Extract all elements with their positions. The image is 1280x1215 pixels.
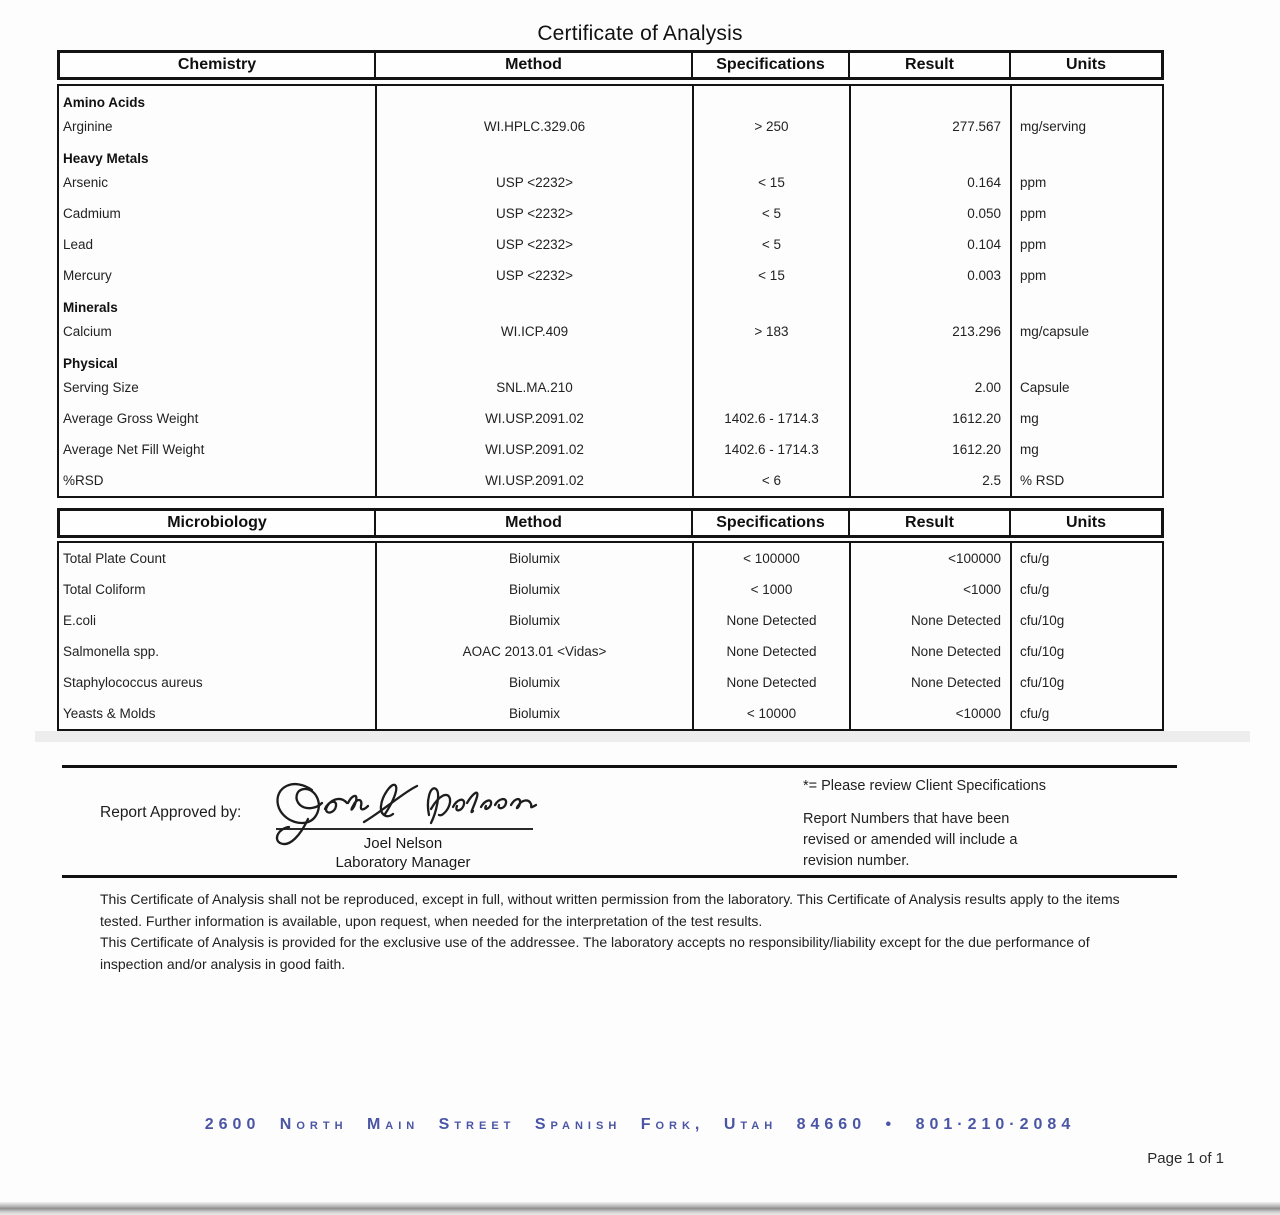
units-cell: cfu/10g bbox=[1020, 644, 1065, 659]
result-cell bbox=[851, 291, 1012, 316]
analyte-cell: E.coli bbox=[59, 605, 377, 636]
document-title: Certificate of Analysis bbox=[537, 22, 743, 45]
spec-cell bbox=[694, 372, 851, 403]
analyte-cell: Total Plate Count bbox=[59, 543, 377, 574]
units-column-header: Units bbox=[1066, 514, 1106, 531]
chemistry-table-body bbox=[57, 84, 1164, 498]
result-cell: <1000 bbox=[851, 574, 1012, 605]
method-cell bbox=[377, 86, 694, 111]
table-row bbox=[59, 316, 1162, 347]
result-cell bbox=[851, 347, 1012, 372]
spec-cell: < 1000 bbox=[694, 574, 851, 605]
result-cell: None Detected bbox=[851, 636, 1012, 667]
analyte-cell: Total Coliform bbox=[59, 574, 377, 605]
report-approved-label: Report Approved by: bbox=[100, 804, 242, 821]
section-label: Amino Acids bbox=[59, 86, 377, 111]
result-cell bbox=[851, 142, 1012, 167]
disclaimer bbox=[100, 889, 1147, 975]
spec-cell: < 5 bbox=[694, 198, 851, 229]
disclaimer-paragraph-2: This Certificate of Analysis is provided for the exclusive use of the addressee. The laboratory accepts no responsibility/liability except for the due performance of inspection and/or analysis in good faith. bbox=[100, 934, 1090, 972]
result-column-header: Result bbox=[850, 53, 1011, 77]
specifications-column-header: Specifications bbox=[693, 511, 850, 535]
units-cell: ppm bbox=[1020, 268, 1047, 283]
method-cell: USP <2232> bbox=[377, 198, 694, 229]
table-row bbox=[59, 605, 1162, 636]
table-row bbox=[59, 574, 1162, 605]
spec-cell bbox=[694, 86, 851, 111]
units-cell: Capsule bbox=[1020, 380, 1070, 395]
section-label: Minerals bbox=[59, 291, 377, 316]
spec-cell: < 100000 bbox=[694, 543, 851, 574]
section-row bbox=[59, 347, 1162, 372]
result-cell: <10000 bbox=[851, 698, 1012, 729]
units-cell: ppm bbox=[1020, 206, 1047, 221]
table-row bbox=[59, 167, 1162, 198]
units-cell: mg/capsule bbox=[1020, 324, 1090, 339]
analyte-cell: Average Gross Weight bbox=[59, 403, 377, 434]
units-cell: cfu/10g bbox=[1020, 675, 1065, 690]
units-cell bbox=[1012, 142, 1162, 167]
units-cell bbox=[1012, 86, 1162, 111]
method-cell bbox=[377, 291, 694, 316]
analyte-cell: Average Net Fill Weight bbox=[59, 434, 377, 465]
microbiology-table-body bbox=[57, 541, 1164, 731]
table-row bbox=[59, 198, 1162, 229]
method-column-header: Method bbox=[376, 53, 693, 77]
spec-cell: 1402.6 - 1714.3 bbox=[694, 434, 851, 465]
result-cell: 2.5 bbox=[851, 465, 1012, 496]
table-row bbox=[59, 403, 1162, 434]
table-row bbox=[59, 434, 1162, 465]
units-cell: cfu/10g bbox=[1020, 613, 1065, 628]
method-cell: Biolumix bbox=[377, 667, 694, 698]
table-row bbox=[59, 229, 1162, 260]
units-cell: cfu/g bbox=[1020, 551, 1050, 566]
section-row bbox=[59, 142, 1162, 167]
method-cell: WI.HPLC.329.06 bbox=[377, 111, 694, 142]
spec-cell: None Detected bbox=[694, 605, 851, 636]
units-cell: mg bbox=[1020, 411, 1039, 426]
section-label: Physical bbox=[59, 347, 377, 372]
method-cell: Biolumix bbox=[377, 605, 694, 636]
table-row bbox=[59, 543, 1162, 574]
method-cell: WI.USP.2091.02 bbox=[377, 403, 694, 434]
signer-name: Joel Nelson bbox=[363, 835, 443, 852]
result-cell: 0.003 bbox=[851, 260, 1012, 291]
table-row bbox=[59, 698, 1162, 729]
section-label: Heavy Metals bbox=[59, 142, 377, 167]
signer-title: Laboratory Manager bbox=[335, 854, 471, 871]
result-cell: None Detected bbox=[851, 605, 1012, 636]
table-row bbox=[59, 372, 1162, 403]
spec-cell: < 6 bbox=[694, 465, 851, 496]
spec-cell: 1402.6 - 1714.3 bbox=[694, 403, 851, 434]
analyte-cell: Lead bbox=[59, 229, 377, 260]
method-cell: WI.USP.2091.02 bbox=[377, 465, 694, 496]
spec-cell: None Detected bbox=[694, 667, 851, 698]
result-cell: 1612.20 bbox=[851, 434, 1012, 465]
result-cell: None Detected bbox=[851, 667, 1012, 698]
divider-line-bottom bbox=[62, 875, 1177, 878]
spec-cell: < 15 bbox=[694, 167, 851, 198]
footer-address: 2600 North Main Street Spanish Fork, Utah 84660 • 801·210·2084 bbox=[204, 1116, 1076, 1133]
section-row bbox=[59, 86, 1162, 111]
method-cell: WI.ICP.409 bbox=[377, 316, 694, 347]
analyte-cell: Yeasts & Molds bbox=[59, 698, 377, 729]
analyte-cell: Serving Size bbox=[59, 372, 377, 403]
units-cell: ppm bbox=[1020, 175, 1047, 190]
spec-cell bbox=[694, 291, 851, 316]
spec-cell: < 15 bbox=[694, 260, 851, 291]
units-cell bbox=[1012, 347, 1162, 372]
table-row bbox=[59, 465, 1162, 496]
result-cell: 213.296 bbox=[851, 316, 1012, 347]
result-cell: 2.00 bbox=[851, 372, 1012, 403]
analyte-cell: Salmonella spp. bbox=[59, 636, 377, 667]
method-cell: AOAC 2013.01 <Vidas> bbox=[377, 636, 694, 667]
result-column-header: Result bbox=[850, 511, 1011, 535]
scan-edge-strip bbox=[0, 1202, 1280, 1215]
analyte-cell: Calcium bbox=[59, 316, 377, 347]
result-cell: 1612.20 bbox=[851, 403, 1012, 434]
section-row bbox=[59, 291, 1162, 316]
table-row bbox=[59, 667, 1162, 698]
units-cell: mg bbox=[1020, 442, 1039, 457]
units-cell: cfu/g bbox=[1020, 706, 1050, 721]
units-column-header: Units bbox=[1066, 56, 1106, 73]
spec-cell: < 10000 bbox=[694, 698, 851, 729]
result-cell: 0.050 bbox=[851, 198, 1012, 229]
result-cell: 277.567 bbox=[851, 111, 1012, 142]
microbiology-column-header: Microbiology bbox=[60, 511, 376, 535]
units-cell: mg/serving bbox=[1020, 119, 1087, 134]
table-row bbox=[59, 260, 1162, 291]
method-column-header: Method bbox=[376, 511, 693, 535]
analyte-cell: Mercury bbox=[59, 260, 377, 291]
spec-cell bbox=[694, 347, 851, 372]
result-cell: 0.164 bbox=[851, 167, 1012, 198]
units-cell: cfu/g bbox=[1020, 582, 1050, 597]
units-cell: ppm bbox=[1020, 237, 1047, 252]
chemistry-column-header: Chemistry bbox=[60, 53, 376, 77]
result-cell: <100000 bbox=[851, 543, 1012, 574]
spec-cell: None Detected bbox=[694, 636, 851, 667]
method-cell: Biolumix bbox=[377, 698, 694, 729]
result-cell bbox=[851, 86, 1012, 111]
chemistry-header-row bbox=[57, 50, 1164, 80]
table-row bbox=[59, 636, 1162, 667]
divider-line-top bbox=[62, 765, 1177, 768]
revision-note: Report Numbers that have been revised or amended will include a revision number. bbox=[803, 811, 1018, 869]
spec-cell: > 250 bbox=[694, 111, 851, 142]
analyte-cell: Cadmium bbox=[59, 198, 377, 229]
spec-cell: < 5 bbox=[694, 229, 851, 260]
specifications-column-header: Specifications bbox=[693, 53, 850, 77]
microbiology-header-row bbox=[57, 508, 1164, 538]
method-cell: Biolumix bbox=[377, 574, 694, 605]
method-cell: USP <2232> bbox=[377, 167, 694, 198]
table-row bbox=[59, 111, 1162, 142]
analyte-cell: Staphylococcus aureus bbox=[59, 667, 377, 698]
method-cell: USP <2232> bbox=[377, 260, 694, 291]
method-cell: WI.USP.2091.02 bbox=[377, 434, 694, 465]
scan-artifact-band bbox=[35, 731, 1250, 742]
page-number: Page 1 of 1 bbox=[1147, 1150, 1224, 1167]
method-cell: USP <2232> bbox=[377, 229, 694, 260]
units-cell bbox=[1012, 291, 1162, 316]
analyte-cell: Arginine bbox=[59, 111, 377, 142]
spec-cell bbox=[694, 142, 851, 167]
client-spec-note: *= Please review Client Specifications bbox=[803, 778, 1046, 794]
disclaimer-paragraph-1: This Certificate of Analysis shall not be reproduced, except in full, without written permission from the laboratory. This Certificate of Analysis results apply to the items tested. Further information is available, upon request, when needed for the interpretation of the test results. bbox=[100, 891, 1120, 929]
spec-cell: > 183 bbox=[694, 316, 851, 347]
units-cell: % RSD bbox=[1020, 473, 1065, 488]
analyte-cell: Arsenic bbox=[59, 167, 377, 198]
method-cell bbox=[377, 142, 694, 167]
result-cell: 0.104 bbox=[851, 229, 1012, 260]
method-cell: Biolumix bbox=[377, 543, 694, 574]
method-cell: SNL.MA.210 bbox=[377, 372, 694, 403]
method-cell bbox=[377, 347, 694, 372]
analyte-cell: %RSD bbox=[59, 465, 377, 496]
